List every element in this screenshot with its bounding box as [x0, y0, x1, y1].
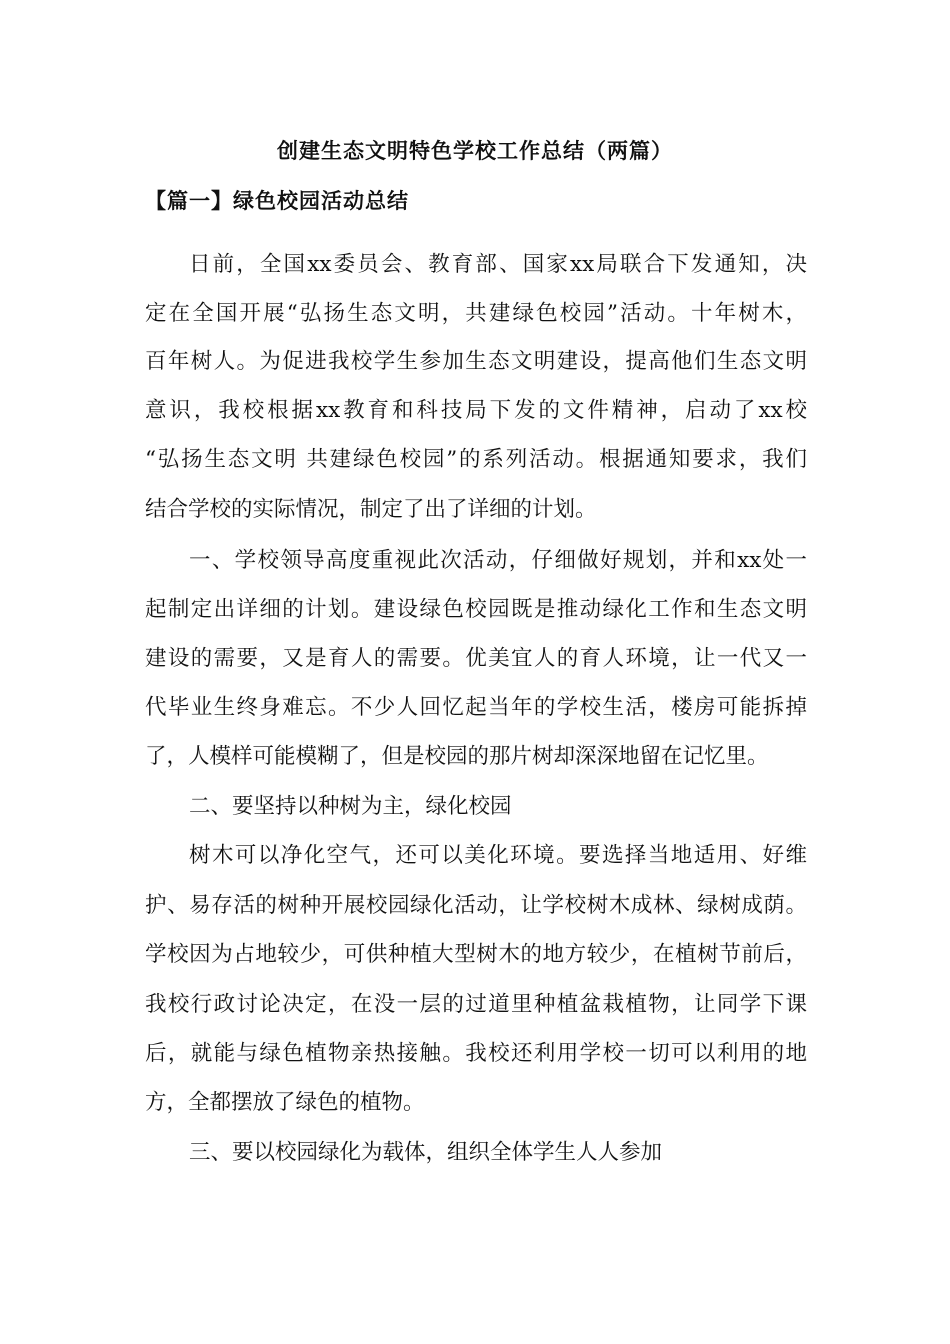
paragraph-line: 百年树人。为促进我校学生参加生态文明建设，提高他们生态文明 — [145, 349, 807, 374]
paragraph-line: 一、学校领导高度重视此次活动，仔细做好规划，并和xx处一 — [189, 548, 807, 573]
paragraph-line: 了，人模样可能模糊了，但是校园的那片树却深深地留在记忆里。 — [145, 744, 769, 769]
paragraph-line: 学校因为占地较少，可供种植大型树木的地方较少，在植树节前后， — [145, 942, 807, 967]
paragraph-line: 代毕业生终身难忘。不少人回忆起当年的学校生活，楼房可能拆掉 — [145, 695, 807, 720]
document-title: 创建生态文明特色学校工作总结（两篇） — [277, 139, 673, 163]
paragraph-line: 结合学校的实际情况，制定了出了详细的计划。 — [145, 497, 597, 522]
paragraph-line: 定在全国开展“弘扬生态文明，共建绿色校园”活动。十年树木， — [145, 301, 807, 326]
paragraph-line: 护、易存活的树种开展校园绿化活动，让学校树木成林、绿树成荫。 — [145, 893, 807, 918]
paragraph-line: 二、要坚持以种树为主，绿化校园 — [189, 794, 512, 819]
paragraph-line: 树木可以净化空气，还可以美化环境。要选择当地适用、好维 — [189, 843, 807, 868]
paragraph-line: 起制定出详细的计划。建设绿色校园既是推动绿化工作和生态文明 — [145, 597, 807, 622]
paragraph-line: 日前，全国xx委员会、教育部、国家xx局联合下发通知，决 — [189, 252, 807, 277]
paragraph-line: 方，全都摆放了绿色的植物。 — [145, 1090, 425, 1115]
paragraph-line: 意识，我校根据xx教育和科技局下发的文件精神，启动了xx校 — [145, 398, 807, 423]
paragraph-line: 建设的需要，又是育人的需要。优美宜人的育人环境，让一代又一 — [145, 646, 807, 671]
paragraph-line: 三、要以校园绿化为载体，组织全体学生人人参加 — [189, 1140, 663, 1165]
section-heading: 【篇一】绿色校园活动总结 — [145, 189, 409, 213]
paragraph-line: 后，就能与绿色植物亲热接触。我校还利用学校一切可以利用的地 — [145, 1041, 807, 1066]
paragraph-line: 我校行政讨论决定，在没一层的过道里种植盆栽植物，让同学下课 — [145, 992, 807, 1017]
paragraph-line: “弘扬生态文明 共建绿色校园”的系列活动。根据通知要求，我们 — [145, 447, 807, 472]
